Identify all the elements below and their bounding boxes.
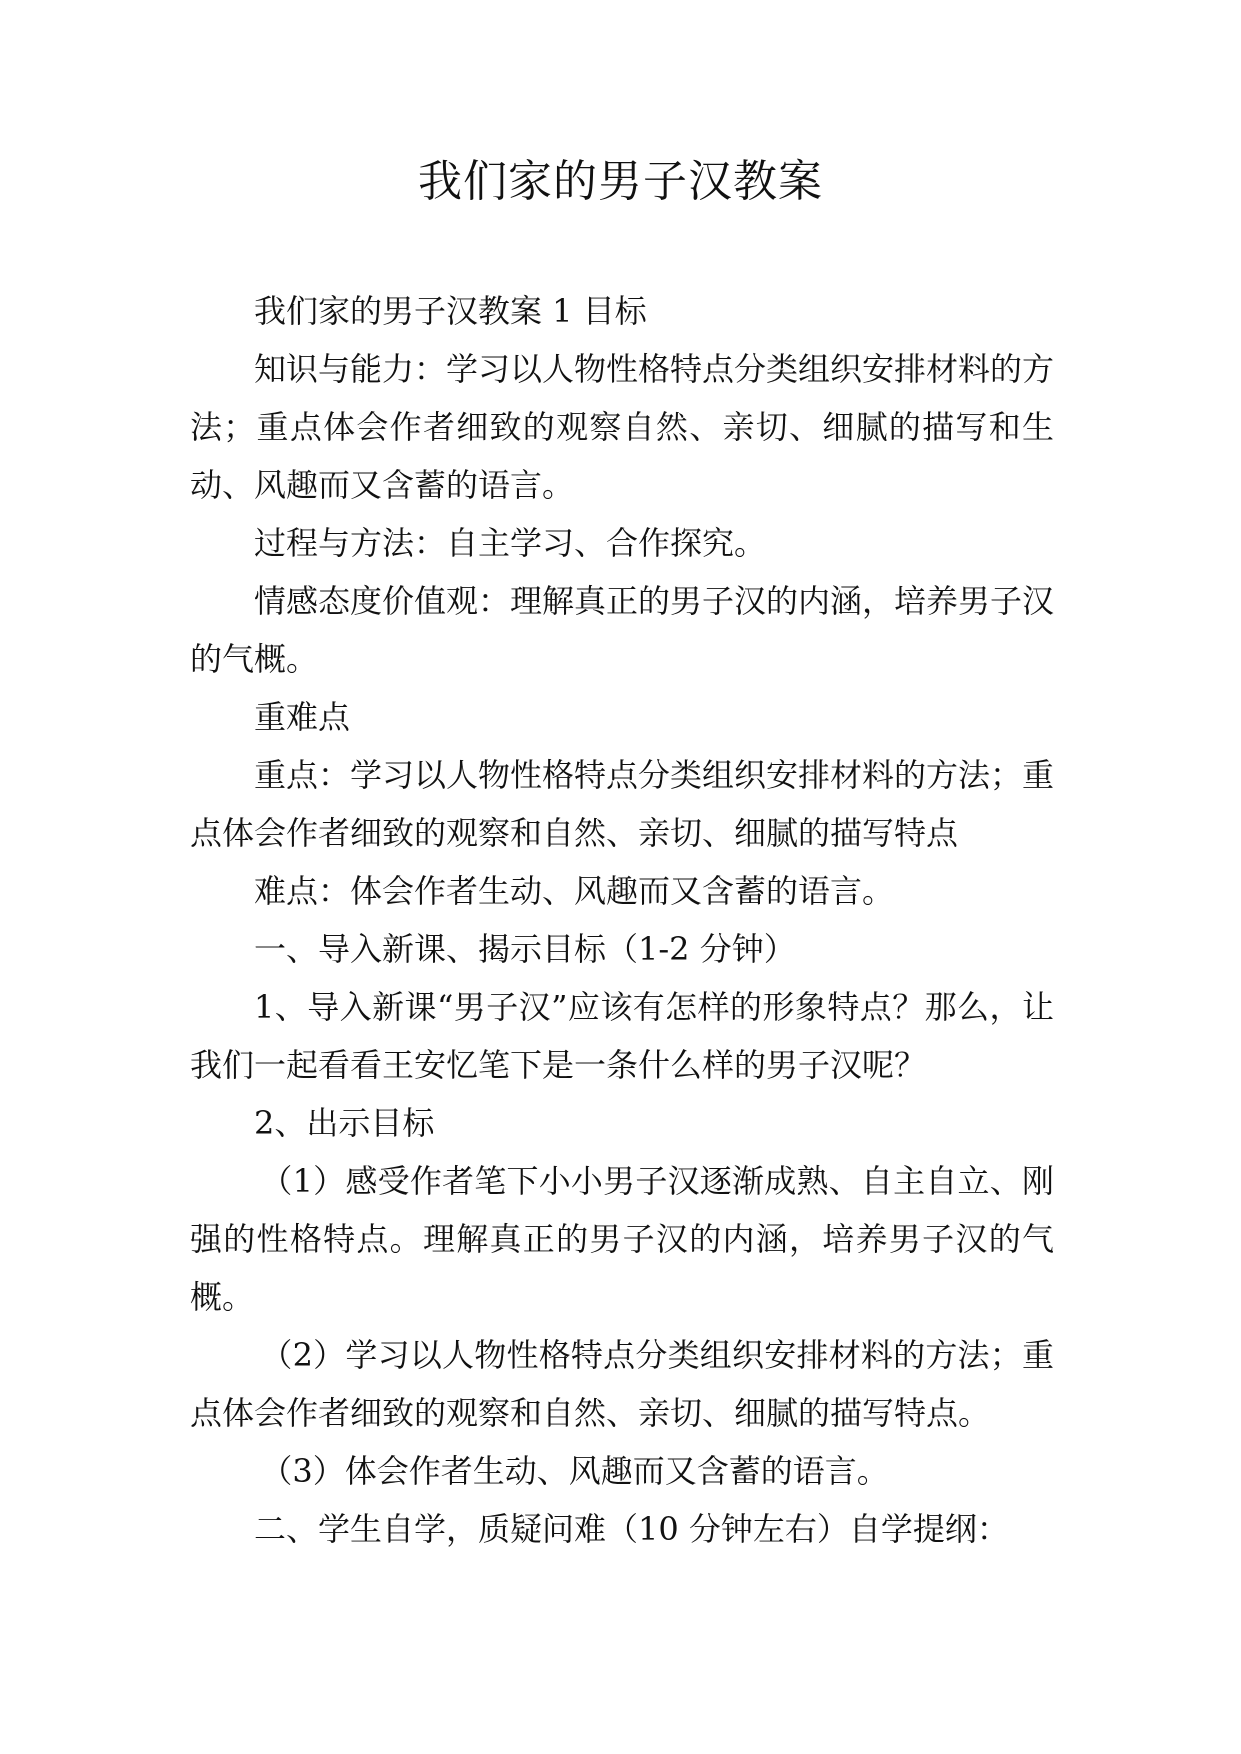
paragraph-key-points: 重点：学习以人物性格特点分类组织安排材料的方法；重点体会作者细致的观察和自然、亲切、细腻的描写特点 <box>190 756 1055 852</box>
paragraph-process-method: 过程与方法：自主学习、合作探究。 <box>254 524 767 562</box>
paragraph-section-one-heading: 一、导入新课、揭示目标（1-2 分钟） <box>254 930 796 968</box>
document-body <box>190 282 1054 1558</box>
paragraph-objective-2: （2）学习以人物性格特点分类组织安排材料的方法；重点体会作者细致的观察和自然、亲切、细腻的描写特点。 <box>190 1336 1054 1432</box>
paragraph-emotion-values: 情感态度价值观：理解真正的男子汉的内涵，培养男子汉的气概。 <box>190 582 1055 678</box>
paragraph-introduction: 1、导入新课“男子汉”应该有怎样的形象特点？那么，让我们一起看看王安忆笔下是一条什么样的男子汉呢？ <box>190 988 1054 1084</box>
paragraph-objective-3: （3）体会作者生动、风趣而又含蓄的语言。 <box>260 1452 889 1490</box>
paragraph-knowledge-ability: 知识与能力：学习以人物性格特点分类组织安排材料的方法；重点体会作者细致的观察自然、亲切、细腻的描写和生动、风趣而又含蓄的语言。 <box>190 350 1055 504</box>
paragraph-show-objectives: 2、出示目标 <box>254 1104 435 1142</box>
paragraph-objective-1: （1）感受作者笔下小小男子汉逐渐成熟、自主自立、刚强的性格特点。理解真正的男子汉的内涵，培养男子汉的气概。 <box>190 1162 1054 1316</box>
paragraph-difficult-points: 难点：体会作者生动、风趣而又含蓄的语言。 <box>254 872 895 910</box>
paragraph-objectives-heading: 我们家的男子汉教案 1 目标 <box>254 292 647 330</box>
document-title: 我们家的男子汉教案 <box>418 156 823 207</box>
paragraph-section-two-heading: 二、学生自学，质疑问难（10 分钟左右）自学提纲： <box>254 1510 1009 1548</box>
paragraph-key-difficult-heading: 重难点 <box>254 698 351 736</box>
